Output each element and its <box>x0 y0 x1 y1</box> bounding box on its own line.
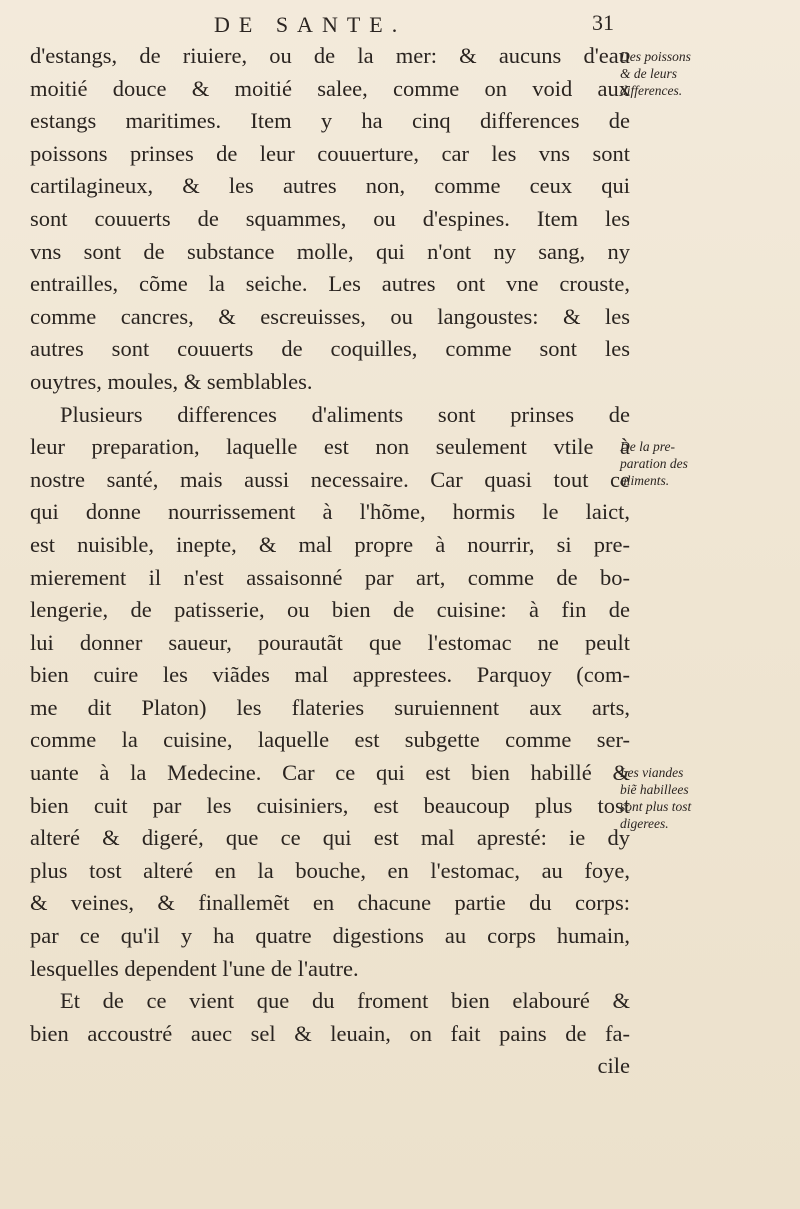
text-line: comme la cuisine, laquelle est subgette comme ser- <box>30 727 630 753</box>
margin-note-line: Des poissons <box>620 49 691 64</box>
text-line: cartilagineux, & les autres non, comme ceux qui <box>30 173 630 199</box>
margin-note-line: Les viandes <box>620 765 684 780</box>
margin-note-line: biẽ habillees <box>620 782 689 797</box>
text-line: lui donner saueur, pourautãt que l'estomac ne peult <box>30 629 630 655</box>
catchword: cile <box>597 1053 630 1079</box>
text-line: alteré & digeré, que ce qui est mal apresté: ie dy <box>30 825 630 851</box>
text-line: d'estangs, de riuiere, ou de la mer: & aucuns d'eau <box>30 43 630 68</box>
margin-note-line: aliments. <box>620 473 670 488</box>
text-line: bien cuire les viãdes mal apprestees. Parquoy (com- <box>30 662 630 688</box>
text-line: bien accoustré auec sel & leuain, on fait pains de fa- <box>30 1020 630 1046</box>
text-line: par ce qu'il y ha quatre digestions au corps humain, <box>30 923 630 949</box>
text-line: qui donne nourrissement à l'hõme, hormis le laict, <box>30 499 630 525</box>
text-line: sont couuerts de squammes, ou d'espines. Item les <box>30 205 630 231</box>
text-line: lengerie, de patisserie, ou bien de cuisine: à fin de <box>30 597 630 623</box>
margin-note-poissons <box>620 48 730 99</box>
text-line: lesquelles dependent l'une de l'autre. <box>30 955 359 981</box>
text-line: & veines, & finallemẽt en chacune partie du corps: <box>30 890 630 916</box>
text-line: autres sont couuerts de coquilles, comme sont les <box>30 336 630 362</box>
margin-note-viandes <box>620 764 730 832</box>
margin-note-preparation <box>620 438 730 489</box>
margin-note-line: digerees. <box>620 816 669 831</box>
text-line: entrailles, cõme la seiche. Les autres ont vne crouste, <box>30 271 630 297</box>
body-text <box>30 40 630 1083</box>
margin-note-line: sont plus tost <box>620 799 692 814</box>
text-line: bien cuit par les cuisiniers, est beaucoup plus tost <box>30 792 630 818</box>
text-line: estangs maritimes. Item y ha cinq differences de <box>30 108 630 134</box>
text-line: plus tost alteré en la bouche, en l'estomac, au foye, <box>30 857 630 883</box>
margin-note-line: differences. <box>620 83 683 98</box>
text-line: est nuisible, inepte, & mal propre à nourrir, si pre- <box>30 531 630 557</box>
text-line: moitié douce & moitié salee, comme on void aux <box>30 75 630 101</box>
paragraph-start-line: Et de ce vient que du froment bien elabouré & <box>60 988 630 1014</box>
text-line: ouytres, moules, & semblables. <box>30 368 313 394</box>
text-line: poissons prinses de leur couuerture, car les vns sont <box>30 140 630 166</box>
page-number: 31 <box>592 10 614 35</box>
text-line: nostre santé, mais aussi necessaire. Car quasi tout ce <box>30 466 630 492</box>
paragraph-start-line: Plusieurs differences d'aliments sont prinses de <box>60 401 630 427</box>
text-line: mierement il n'est assaisonné par art, comme de bo- <box>30 564 630 590</box>
text-line: comme cancres, & escreuisses, ou langoustes: & les <box>30 303 630 329</box>
running-title: DE SANTE. <box>214 12 407 37</box>
text-line: me dit Platon) les flateries suruiennent aux arts, <box>30 694 630 720</box>
margin-note-line: paration des <box>620 456 688 471</box>
margin-note-line: De la pre- <box>620 439 675 454</box>
margin-note-line: & de leurs <box>620 66 677 81</box>
text-line: leur preparation, laquelle est non seulement vtile à <box>30 434 630 460</box>
text-line: vns sont de substance molle, qui n'ont ny sang, ny <box>30 238 630 264</box>
text-line: uante à la Medecine. Car ce qui est bien habillé & <box>30 760 630 786</box>
